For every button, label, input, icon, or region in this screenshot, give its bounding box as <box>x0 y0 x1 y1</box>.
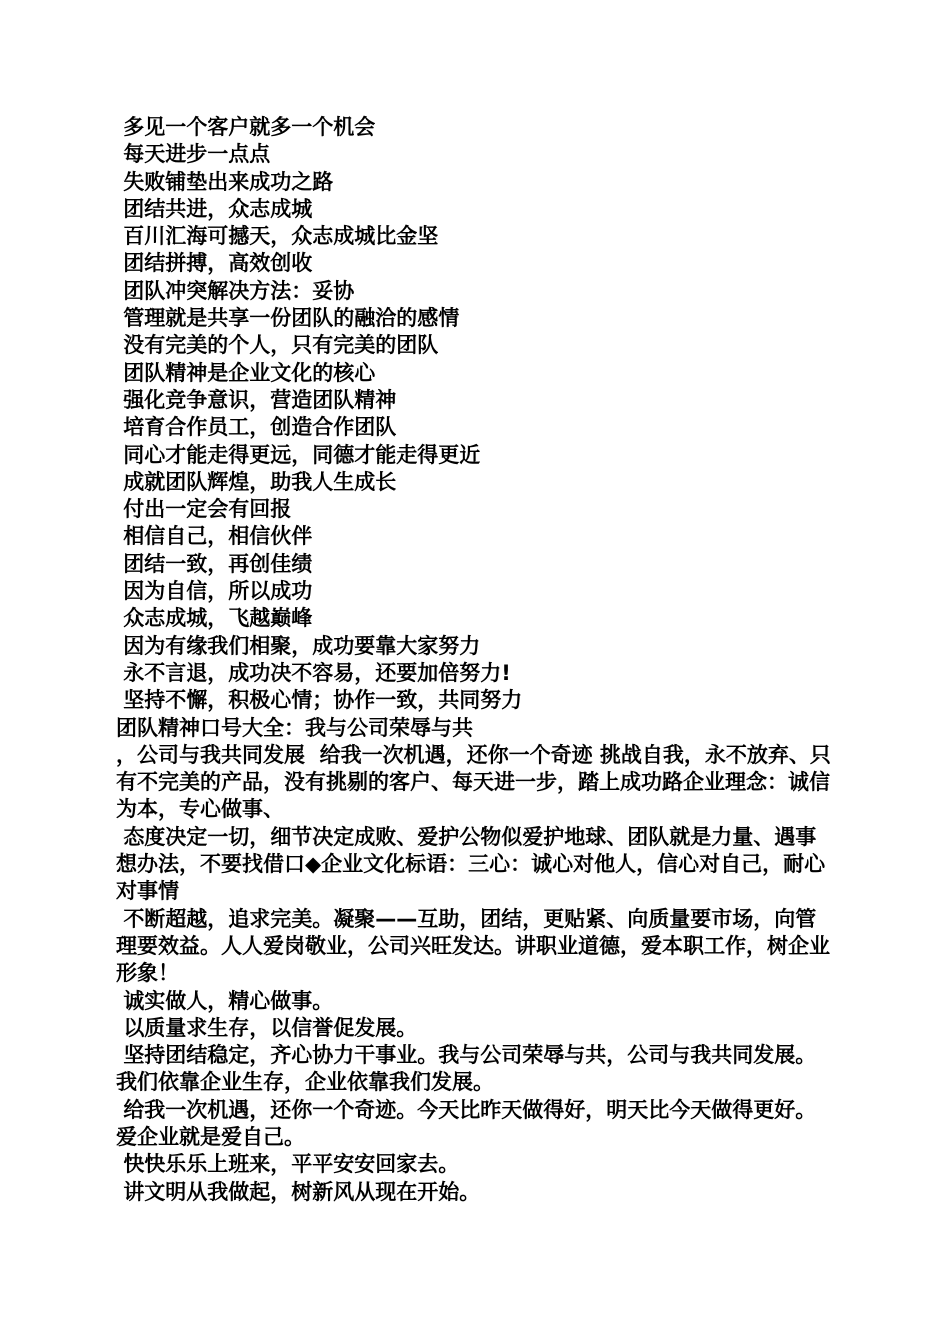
paragraph: 快快乐乐上班来，平平安安回家去。 <box>116 1152 460 1177</box>
document-body <box>116 114 836 1206</box>
text-line: 永不言退，成功决不容易，还要加倍努力! <box>116 660 511 685</box>
text-line: 因为自信，所以成功 <box>116 579 313 604</box>
text-line: 没有完美的个人，只有完美的团队 <box>116 333 439 358</box>
paragraph: ，公司与我共同发展 给我一次机遇，还你一个奇迹 挑战自我，永不放弃、只有不完美的产品，没有挑剔的客户、每天进一步，踏上成功路企业理念：诚信为本，专心做事、 <box>116 742 831 822</box>
text-line: 相信自己，相信伙伴 <box>116 524 313 549</box>
paragraph: 态度决定一切，细节决定成败、爱护公物似爱护地球、团队就是力量、遇事想办法，不要找借口◆企业文化标语：三心：诚心对他人，信心对自己，耐心对事情 <box>116 824 826 904</box>
paragraph: 诚实做人，精心做事。 <box>116 988 334 1013</box>
text-line: 每天进步一点点 <box>116 142 271 167</box>
paragraph: 讲文明从我做起，树新风从现在开始。 <box>116 1179 481 1204</box>
text-line: 同心才能走得更远，同德才能走得更近 <box>116 442 481 467</box>
text-line: 付出一定会有回报 <box>116 497 292 522</box>
text-line: 团队冲突解决方法：妥协 <box>116 278 355 303</box>
text-line: 团结共进，众志成城 <box>116 196 313 221</box>
text-line: 团队精神是企业文化的核心 <box>116 360 376 385</box>
text-line: 团结拼搏，高效创收 <box>116 251 313 276</box>
paragraph: 不断超越，追求完美。凝聚——互助，团结，更贴紧、向质量要市场，向管理要效益。人人爱岗敬业，公司兴旺发达。讲职业道德，爱本职工作，树企业形象！ <box>116 906 830 986</box>
text-line: 百川汇海可撼天，众志成城比金坚 <box>116 224 439 249</box>
text-line: 多见一个客户就多一个机会 <box>116 115 376 139</box>
text-line: 众志成城，飞越巅峰 <box>116 606 313 631</box>
paragraph: 以质量求生存，以信誉促发展。 <box>116 1015 418 1040</box>
section-heading: 团队精神口号大全：我与公司荣辱与共 <box>116 715 473 740</box>
text-line: 团结一致，再创佳绩 <box>116 551 313 576</box>
paragraph: 给我一次机遇，还你一个奇迹。今天比昨天做得好，明天比今天做得更好。爱企业就是爱自己。 <box>116 1097 817 1149</box>
text-line: 失败铺垫出来成功之路 <box>116 169 334 194</box>
text-line: 管理就是共享一份团队的融洽的感情 <box>116 306 460 331</box>
text-line: 培育合作员工，创造合作团队 <box>116 415 397 440</box>
paragraph: 坚持团结稳定，齐心协力干事业。我与公司荣辱与共，公司与我共同发展。我们依靠企业生存，企业依靠我们发展。 <box>116 1043 817 1095</box>
text-line: 因为有缘我们相聚，成功要靠大家努力 <box>116 633 481 658</box>
text-line: 坚持不懈，积极心情；协作一致，共同努力 <box>116 688 523 713</box>
text-line: 成就团队辉煌，助我人生成长 <box>116 469 397 494</box>
text-line: 强化竞争意识，营造团队精神 <box>116 387 397 412</box>
